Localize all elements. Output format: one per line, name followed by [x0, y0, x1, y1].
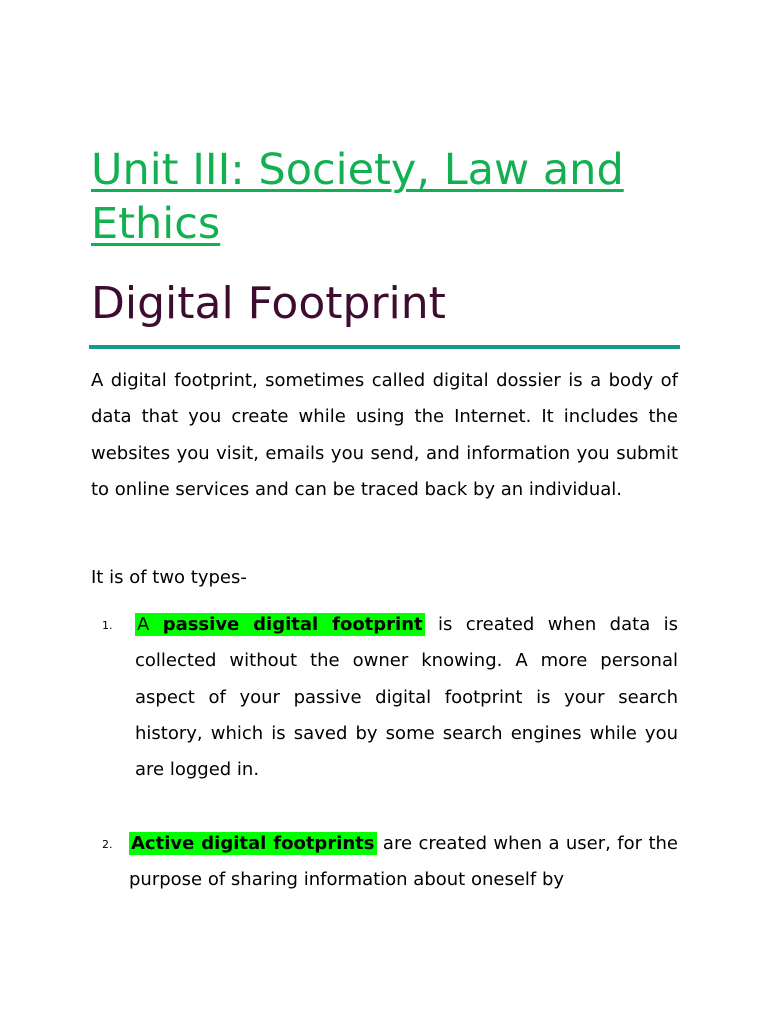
section-title: Digital Footprint: [91, 278, 446, 329]
highlighted-term: [135, 613, 425, 636]
intro-paragraph: A digital footprint, sometimes called digital dossier is a body of data that you create while using the Internet. It includes the websites you visit, emails you send, and information you submit to online services and can be traced back by an individual.: [91, 370, 678, 500]
list-item-text: [129, 826, 678, 899]
list-item-body: is created when data is collected without the owner knowing. A more personal aspect of your passive digital footprint is your search history, which is saved by some search engines while you are logged in.: [135, 614, 678, 781]
unit-title: Unit III: Society, Law and Ethics: [91, 145, 624, 249]
highlight-term-text: Active digital footprints: [131, 833, 375, 854]
types-intro: It is of two types-: [91, 567, 247, 588]
list-item-text: [135, 607, 678, 788]
lead-text: A: [137, 614, 163, 635]
highlight-term-text: passive digital footprint: [162, 614, 423, 635]
list-item-body: are created when a user, for the purpose of sharing information about oneself by: [129, 833, 678, 891]
section-divider: [89, 345, 680, 349]
list-marker: 2.: [102, 838, 113, 851]
list-marker: 1.: [102, 619, 113, 632]
